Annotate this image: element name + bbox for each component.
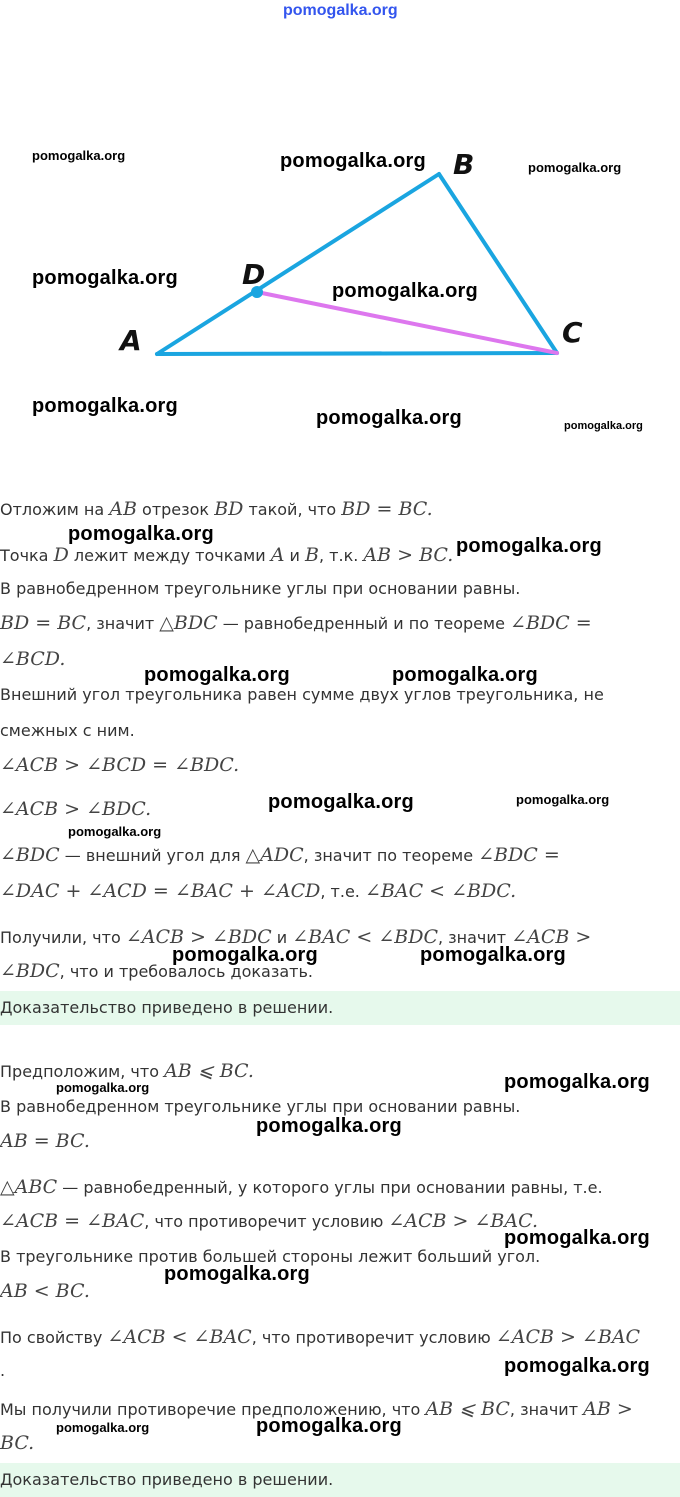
p2-line-11: BC. (0, 1432, 35, 1454)
side-bc (439, 174, 557, 353)
watermark: pomogalka.org (456, 535, 602, 557)
p2-line-9: . (0, 1361, 6, 1380)
p1-line-8: ∠ACB > ∠BCD = ∠BDC. (0, 754, 240, 776)
p1-line-9: ∠ACB > ∠BDC. (0, 798, 152, 820)
side-ac (157, 353, 557, 354)
watermark: pomogalka.org (504, 1355, 650, 1377)
p2-line-10: Мы получили противоречие предположению, что AB ⩽ BC, значит AB > (0, 1398, 633, 1420)
watermark: pomogalka.org (32, 395, 178, 417)
watermark: pomogalka.org (144, 664, 290, 686)
triangle-figure (0, 140, 680, 380)
watermark: pomogalka.org (256, 1115, 402, 1137)
label-a: A (120, 324, 142, 357)
p1-line-10: ∠BDC — внешний угол для △ADC, значит по теореме ∠BDC = (0, 844, 560, 866)
label-c: C (562, 316, 583, 349)
watermark: pomogalka.org (316, 407, 462, 429)
p2-line-1: Предположим, что AB ⩽ BC. (0, 1060, 254, 1082)
watermark: pomogalka.org (516, 792, 610, 807)
label-b: B (453, 148, 475, 181)
watermark: pomogalka.org (268, 791, 414, 813)
label-d: D (242, 258, 266, 291)
p1-line-3: В равнобедренном треугольнике углы при основании равны. (0, 579, 521, 598)
watermark: pomogalka.org (280, 150, 426, 172)
top-watermark: pomogalka.org (283, 2, 398, 19)
watermark: pomogalka.org (68, 523, 214, 545)
p2-line-8: По свойству ∠ACB < ∠BAC, что противоречит условию ∠ACB > ∠BAC (0, 1326, 641, 1348)
watermark: pomogalka.org (256, 1415, 402, 1437)
watermark: pomogalka.org (68, 824, 162, 839)
p1-line-2: Точка D лежит между точками A и B, т.к. AB > BC. (0, 544, 454, 566)
p2-line-6: В треугольнике против большей стороны лежит больший угол. (0, 1247, 541, 1266)
watermark: pomogalka.org (392, 664, 538, 686)
p2-line-7: AB < BC. (0, 1280, 90, 1302)
watermark: pomogalka.org (504, 1227, 650, 1249)
p1-line-5: ∠BCD. (0, 648, 66, 670)
p1-line-1: Отложим на AB отрезок BD такой, что BD = BC. (0, 498, 433, 520)
watermark: pomogalka.org (172, 944, 318, 966)
watermark: pomogalka.org (32, 267, 178, 289)
watermark: pomogalka.org (332, 280, 478, 302)
p1-line-11: ∠DAC + ∠ACD = ∠BAC + ∠ACD, т.е. ∠BAC < ∠BDC. (0, 880, 517, 902)
p1-line-7: смежных с ним. (0, 721, 135, 740)
watermark: pomogalka.org (56, 1080, 150, 1095)
side-ab (157, 174, 439, 354)
watermark: pomogalka.org (528, 160, 622, 175)
p1-result: Доказательство приведено в решении. (0, 991, 680, 1025)
watermark: pomogalka.org (56, 1420, 150, 1435)
p2-line-2: В равнобедренном треугольнике углы при основании равны. (0, 1097, 521, 1116)
p2-line-5: ∠ACB = ∠BAC, что противоречит условию ∠ACB > ∠BAC. (0, 1210, 539, 1232)
p1-line-4: BD = BC, значит △BDC — равнобедренный и по теореме ∠BDC = (0, 612, 592, 634)
p1-line-13: ∠BDC, что и требовалось доказать. (0, 960, 313, 982)
watermark: pomogalka.org (420, 944, 566, 966)
watermark: pomogalka.org (32, 148, 126, 163)
p2-result: Доказательство приведено в решении. (0, 1463, 680, 1497)
p1-line-12: Получили, что ∠ACB > ∠BDC и ∠BAC < ∠BDC, значит ∠ACB > (0, 926, 592, 948)
watermark: pomogalka.org (164, 1263, 310, 1285)
p2-line-4: △ABC — равнобедренный, у которого углы при основании равны, т.е. (0, 1176, 603, 1198)
watermark: pomogalka.org (564, 420, 643, 432)
p1-line-6: Внешний угол треугольника равен сумме двух углов треугольника, не (0, 685, 604, 704)
watermark: pomogalka.org (504, 1071, 650, 1093)
p2-line-3: AB = BC. (0, 1130, 90, 1152)
